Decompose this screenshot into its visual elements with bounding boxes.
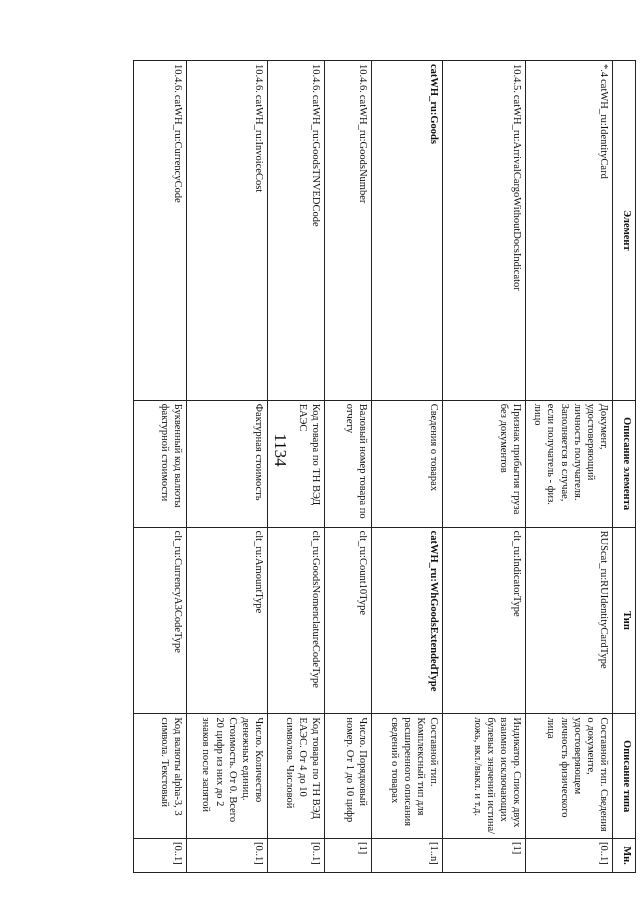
cell-type: RUScat_ru:RUIdentityCardType — [526, 527, 613, 714]
cell-element — [372, 61, 443, 401]
table-row — [268, 61, 325, 873]
cell-element — [187, 61, 268, 401]
table-row — [526, 61, 613, 873]
header-multiplicity: Мн. — [613, 838, 636, 872]
header-type-description: Описание типа — [613, 714, 636, 839]
element-name: catWH_ru:GoodsTNVEDCode — [310, 94, 321, 227]
cell-description: Сведения о товарах — [372, 400, 443, 527]
cell-element — [526, 61, 613, 401]
cell-multiplicity: [1] — [443, 838, 526, 872]
cell-type-description: Составной тип. Комплексный тип для расширенного описания сведений о товарах — [372, 714, 443, 839]
element-name: catWH_ru:IdentityCard — [598, 79, 609, 179]
cell-element — [268, 61, 325, 401]
cell-element — [325, 61, 372, 401]
cell-description: Буквенный код валюты фактурной стоимости — [134, 400, 187, 527]
row-number: 10.4.6. — [310, 64, 321, 93]
cell-type-description: Составной тип. Сведения о документе, удостоверяющем личность физического лица — [526, 714, 613, 839]
cell-multiplicity: [1..n] — [372, 838, 443, 872]
cell-multiplicity: [0..1] — [268, 838, 325, 872]
cell-type: clt_ru:AmountType — [187, 527, 268, 714]
element-name: catWH_ru:CurrencyCode — [172, 94, 183, 203]
element-name: catWH_ru:Goods — [428, 64, 439, 144]
cell-description: Документ, удостоверяющий личность получателя. Заполняется в случае, если получатель - физ. лицо — [526, 400, 613, 527]
table-row — [187, 61, 268, 873]
cell-type-description: Индикатор. Список двух взаимно исключающих булевых значений истина/ложь, вкл./выкл. и т.д. — [443, 714, 526, 839]
cell-type: clt_ru:GoodsNomenclatureCodeType — [268, 527, 325, 714]
table-row — [325, 61, 372, 873]
cell-element — [443, 61, 526, 401]
header-element: Элемент — [613, 61, 636, 401]
cell-type: catWH_ru:WhGoodsExtendedType — [372, 527, 443, 714]
cell-multiplicity: [0..1] — [134, 838, 187, 872]
cell-type: clt_ru:Count10Type — [325, 527, 372, 714]
row-number: 10.4.6. — [357, 64, 368, 93]
cell-type-description: Число. Количество денежных единиц. Стоимость. От 0. Всего 20 цифр из них до 2 знаков после запятой — [187, 714, 268, 839]
row-number: 10.4.6. — [253, 64, 264, 93]
cell-description: Валовый номер товара по отчету — [325, 400, 372, 527]
cell-description: Код товара по ТН ВЭД ЕАЭС — [268, 400, 325, 527]
table-row — [443, 61, 526, 873]
cell-multiplicity: [1] — [325, 838, 372, 872]
cell-element — [134, 61, 187, 401]
cell-multiplicity: [0..1] — [526, 838, 613, 872]
page-number: 1134 — [271, 433, 290, 467]
cell-description: Признак прибытия груза без документов — [443, 400, 526, 527]
header-element-description: Описание элемента — [613, 400, 636, 527]
element-name: catWH_ru:GoodsNumber — [357, 94, 368, 204]
table-header-row — [613, 61, 636, 873]
cell-description: Фактурная стоимость — [187, 400, 268, 527]
rotated-table-container — [142, 60, 636, 873]
row-number: 10.4.6. — [172, 64, 183, 93]
cell-multiplicity: [0..1] — [187, 838, 268, 872]
table-row — [372, 61, 443, 873]
cell-type-description: Число. Порядковый номер. От 1 до 10 цифр — [325, 714, 372, 839]
row-number: 10.4.5. — [511, 64, 522, 93]
header-type: Тип — [613, 527, 636, 714]
schema-table — [133, 60, 636, 873]
cell-type-description: Код товара по ТН ВЭД ЕАЭС. От 4 до 10 символов. Числовой — [268, 714, 325, 839]
table-row — [134, 61, 187, 873]
element-name: catWH_ru:ArrivalCargoWithoutDocsIndicator — [511, 94, 522, 291]
cell-type: clt_ru:CurrencyA3CodeType — [134, 527, 187, 714]
cell-type-description: Код валюты alpha-3, 3 символа. Текстовый — [134, 714, 187, 839]
row-number: *.4 — [598, 64, 609, 78]
element-name: catWH_ru:InvoiceCost — [253, 94, 264, 193]
cell-type: clt_ru:IndicatorType — [443, 527, 526, 714]
